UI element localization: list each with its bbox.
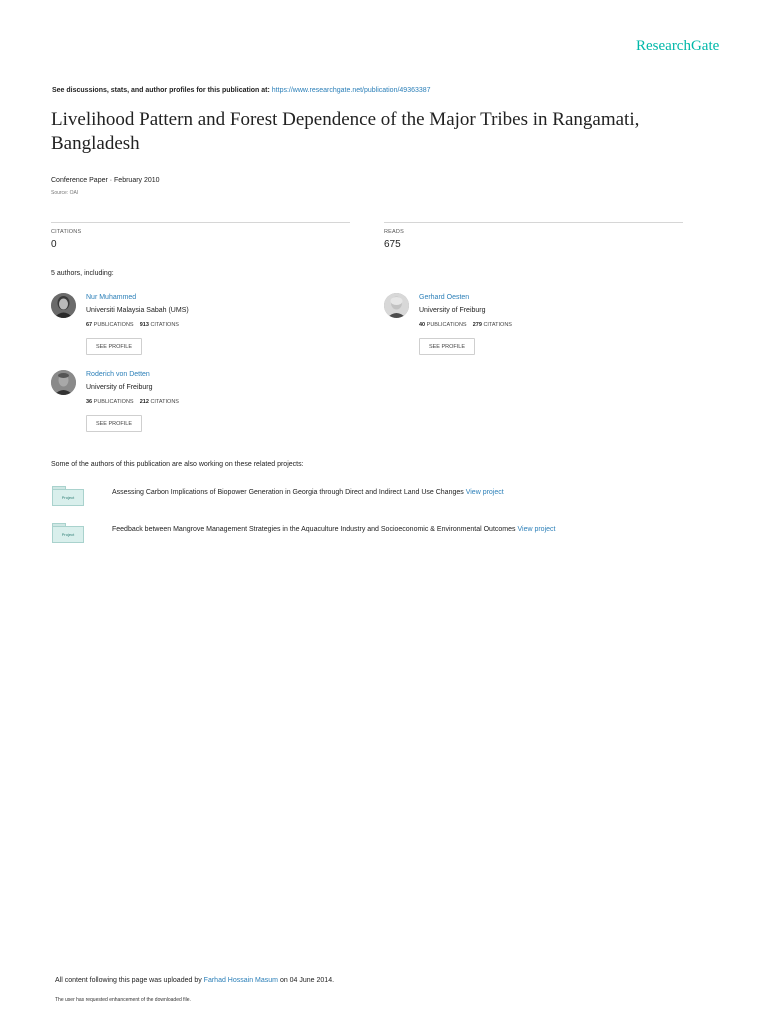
reads-count: 675 [384,239,401,250]
see-profile-button[interactable]: SEE PROFILE [86,415,142,432]
author-metrics [86,399,179,405]
see-profile-button[interactable]: SEE PROFILE [419,338,475,355]
project-folder-icon[interactable] [52,486,83,506]
citations-label: CITATIONS [483,322,512,328]
citations-label: CITATIONS [150,322,179,328]
author-metrics [419,322,512,328]
author-photo-icon [51,370,76,395]
discussion-line [52,87,431,94]
publications-count: 67 [86,322,93,328]
project-title-line [112,489,504,496]
author-name-link[interactable]: Gerhard Oesten [419,294,470,301]
upload-note [55,977,334,984]
citations-count: 212 [139,399,149,405]
project-icon-label: Project [52,489,84,506]
avatar[interactable] [384,293,409,318]
author-affiliation: Universiti Malaysia Sabah (UMS) [86,307,189,314]
uploader-link[interactable]: Farhad Hossain Masum [203,977,278,984]
author-name-link[interactable]: Nur Muhammed [86,294,137,301]
citations-count: 279 [472,322,482,328]
discussion-text: See discussions, stats, and author profiles for this publication at: [52,87,270,94]
citations-count: 0 [51,239,57,250]
author-photo-icon [384,293,409,318]
publications-label: PUBLICATIONS [93,399,134,405]
citations-label: CITATIONS [150,399,179,405]
author-affiliation: University of Freiburg [86,384,153,391]
publications-label: PUBLICATIONS [426,322,467,328]
researchgate-logo[interactable]: ResearchGate [636,38,720,54]
publications-count: 40 [419,322,426,328]
avatar[interactable] [51,370,76,395]
author-photo-icon [51,293,76,318]
project-icon-label: Project [52,526,84,543]
author-card [51,370,351,434]
upload-suffix: on 04 June 2014. [279,977,335,984]
upload-prefix: All content following this page was uploaded by [55,977,202,984]
related-projects-heading: Some of the authors of this publication are also working on these related projects: [51,461,304,468]
project-title: Assessing Carbon Implications of Biopower Generation in Georgia through Direct and Indirect Land Use Changes [112,489,464,496]
publications-count: 36 [86,399,93,405]
citations-label: CITATIONS [51,229,82,235]
see-profile-button[interactable]: SEE PROFILE [86,338,142,355]
author-card [51,293,351,357]
publication-title: Livelihood Pattern and Forest Dependence of the Major Tribes in Rangamati, Bangladesh [51,109,640,154]
author-name-link[interactable]: Roderich von Detten [86,371,150,378]
citations-divider [51,222,350,223]
avatar[interactable] [51,293,76,318]
author-card [384,293,684,357]
publication-source: Source: OAI [51,190,79,196]
authors-heading: 5 authors, including: [51,270,114,277]
publication-type-date: Conference Paper · February 2010 [51,177,160,184]
publication-url-link[interactable]: https://www.researchgate.net/publication/49363387 [271,87,431,94]
project-row [52,486,732,508]
reads-divider [384,222,683,223]
author-affiliation: University of Freiburg [419,307,486,314]
publications-label: PUBLICATIONS [93,322,134,328]
project-title: Feedback between Mangrove Management Strategies in the Aquaculture Industry and Socioeconomic & Environmental Outcomes [112,526,516,533]
view-project-link[interactable]: View project [517,526,556,533]
view-project-link[interactable]: View project [465,489,504,496]
project-folder-icon[interactable] [52,523,83,543]
project-row [52,523,732,545]
reads-label: READS [384,229,404,235]
project-title-line [112,526,555,533]
citations-count: 913 [139,322,149,328]
enhancement-note: The user has requested enhancement of the downloaded file. [55,997,191,1003]
author-metrics [86,322,179,328]
